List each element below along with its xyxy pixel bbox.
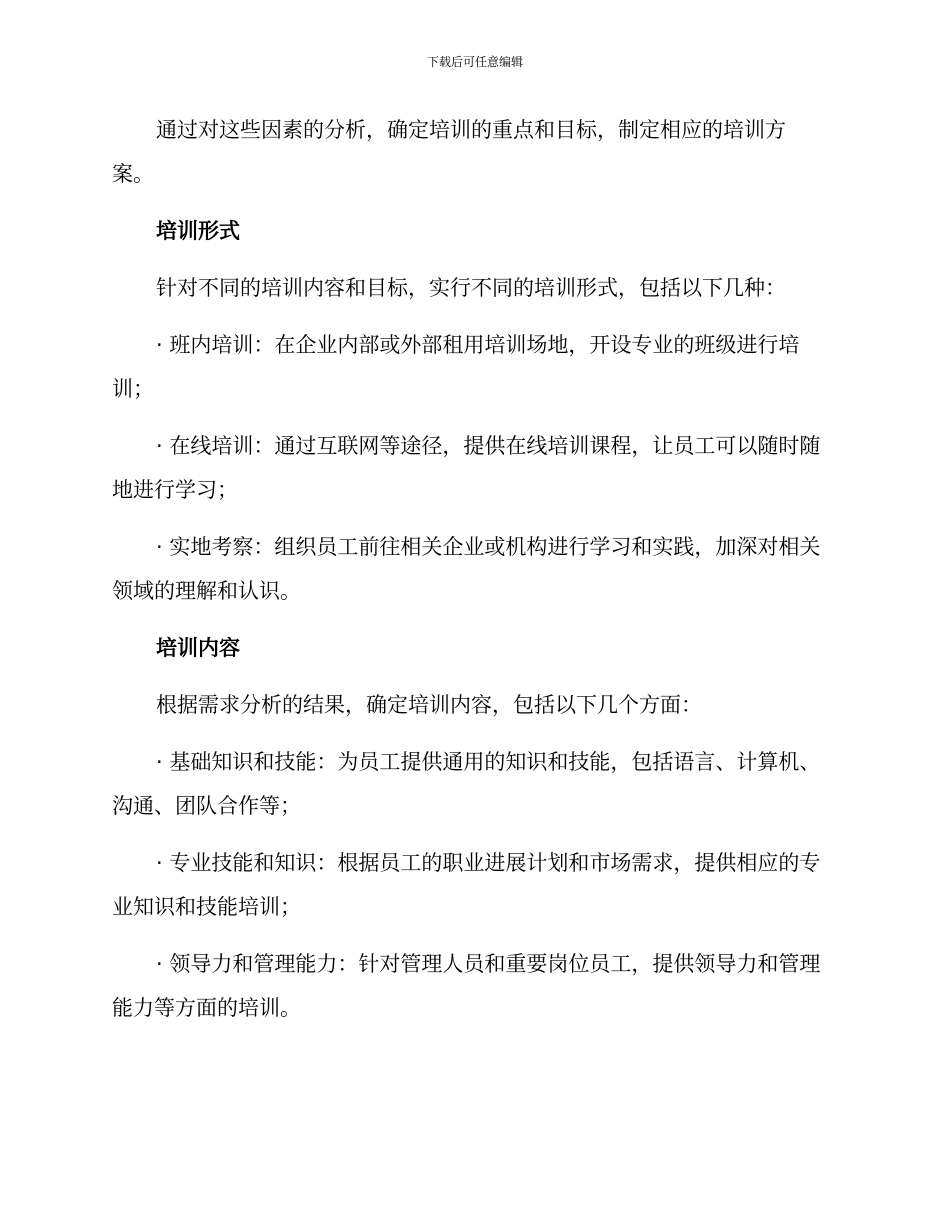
section-heading-training-content: 培训内容: [156, 636, 240, 660]
paragraph-format-intro: 针对不同的培训内容和目标，实行不同的培训形式，包括以下几种：: [156, 276, 786, 300]
document-body: [112, 108, 822, 1043]
list-item-leadership: · 领导力和管理能力：针对管理人员和重要岗位员工，提供领导力和管理能力等方面的培训。: [112, 952, 821, 1020]
paragraph-content-intro: 根据需求分析的结果，确定培训内容，包括以下几个方面：: [156, 693, 702, 717]
page-header: 下载后可任意编辑: [426, 55, 523, 69]
section-heading-training-format: 培训形式: [156, 219, 240, 243]
list-item-online-training: · 在线培训：通过互联网等途径，提供在线培训课程，让员工可以随时随地进行学习；: [112, 434, 821, 502]
list-item-classroom-training: · 班内培训：在企业内部或外部租用培训场地，开设专业的班级进行培训；: [112, 333, 800, 401]
list-item-basic-skills: · 基础知识和技能：为员工提供通用的知识和技能，包括语言、计算机、沟通、团队合作等；: [112, 750, 821, 818]
paragraph-intro: 通过对这些因素的分析，确定培训的重点和目标，制定相应的培训方案。: [112, 118, 786, 186]
list-item-professional-skills: · 专业技能和知识：根据员工的职业进展计划和市场需求，提供相应的专业知识和技能培训；: [112, 851, 821, 919]
list-item-field-visit: · 实地考察：组织员工前往相关企业或机构进行学习和实践，加深对相关领域的理解和认识。: [112, 535, 821, 603]
